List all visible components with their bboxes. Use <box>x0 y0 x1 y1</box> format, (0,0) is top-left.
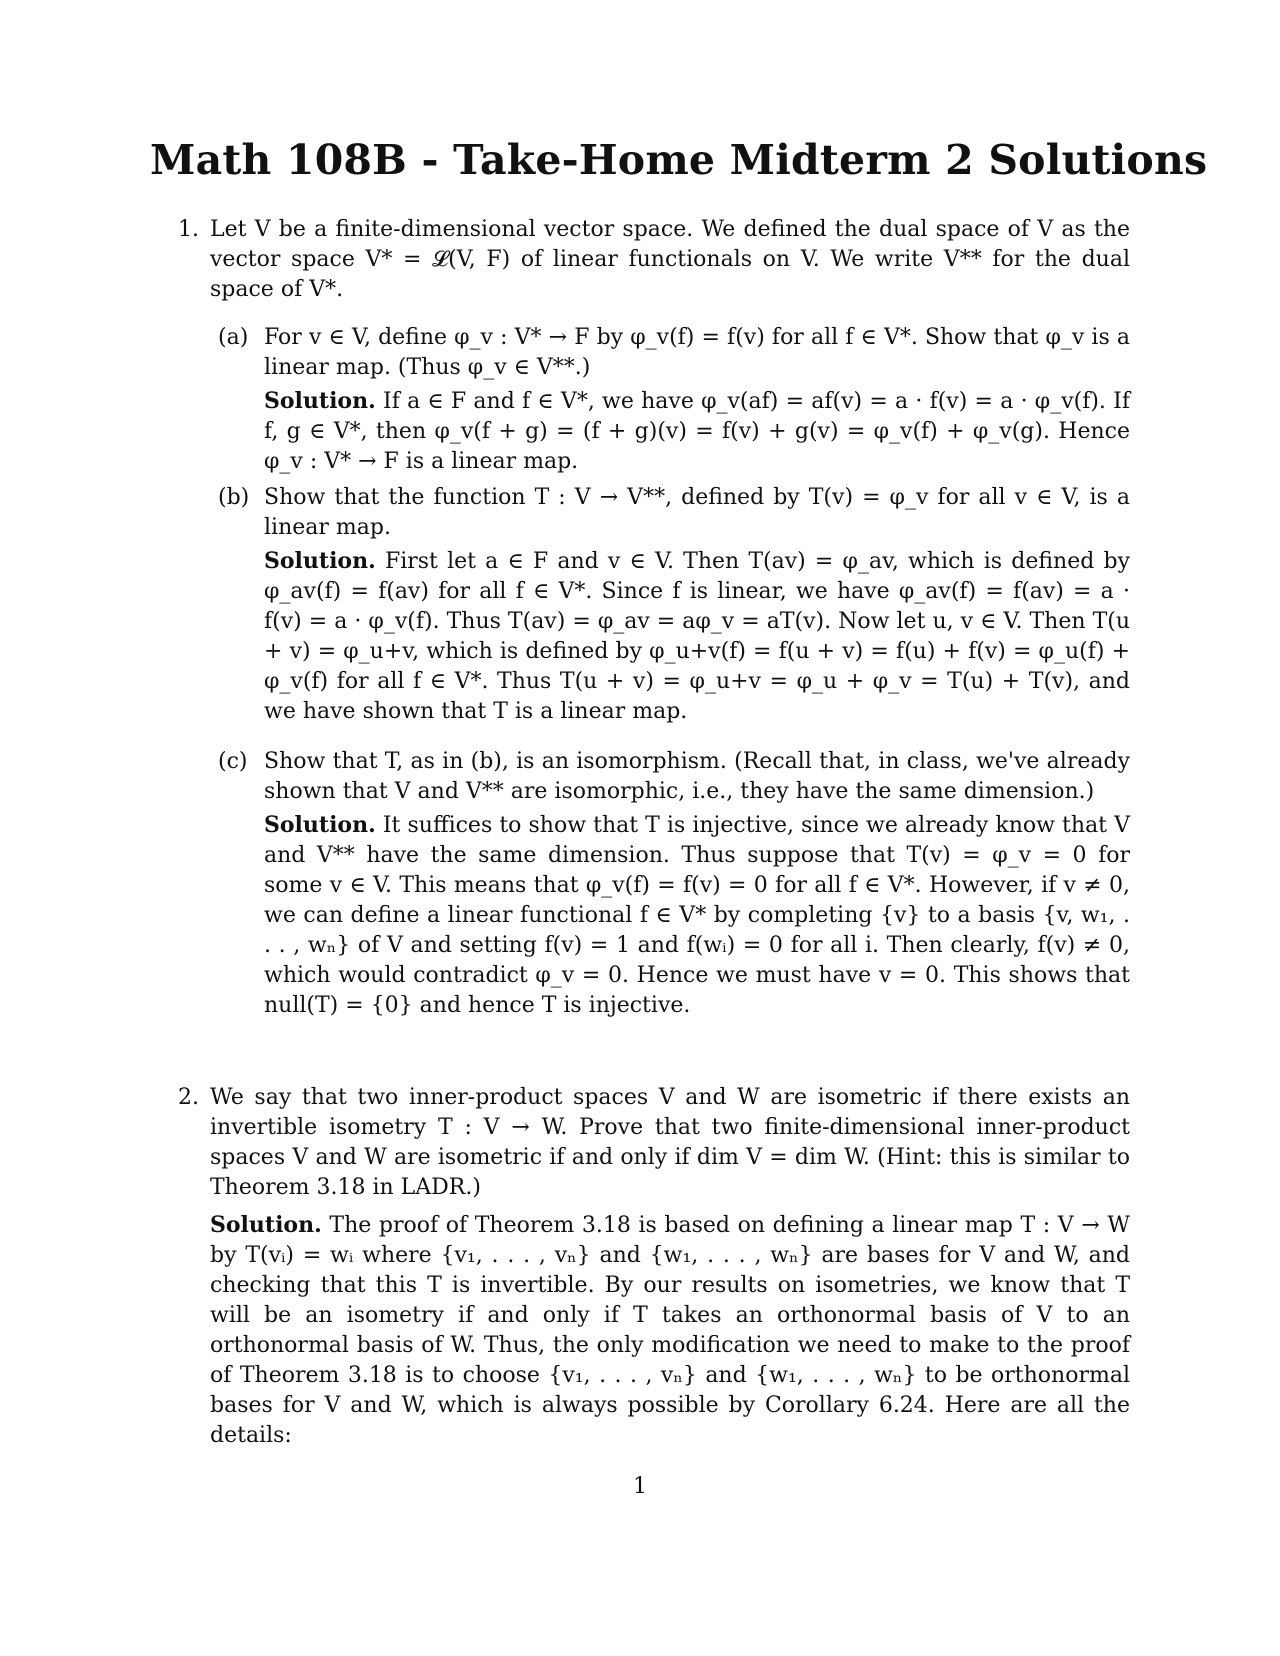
part-c-solution <box>264 810 1130 1021</box>
part-c-label: (c) <box>218 749 248 774</box>
document-title: Math 108B - Take-Home Midterm 2 Solutions <box>150 136 1208 184</box>
problem-2-solution <box>210 1210 1130 1451</box>
part-c-solution-text: It suffices to show that T is injective, since we already know that V and V** have the same dimension. Thus suppose that T(v) = φ_v = 0 for some v ∈ V. This means that φ_v(f) = f(v) = 0 for all f ∈ V*. However, if v ≠ 0, we can define a linear functional f ∈ V* by completing {v} to a basis {v, w₁, . . . , wₙ} of V and setting f(v) = 1 and f(wᵢ) = 0 for all i. Then clearly, f(v) ≠ 0, which would contradict φ_v = 0. Hence we must have v = 0. This shows that null(T) = {0} and hence T is injective. <box>264 813 1130 1018</box>
problem-1-number: 1. <box>178 217 199 242</box>
page-number: 1 <box>633 1474 647 1499</box>
problem-1-statement: Let V be a finite-dimensional vector space. We defined the dual space of V as the vector space V* = 𝓛(V, F) of linear functionals on V. We write V** for the dual space of V*. <box>210 217 1130 302</box>
part-a-solution <box>264 386 1130 477</box>
problem-2-number: 2. <box>178 1085 199 1110</box>
part-a-label: (a) <box>218 325 249 350</box>
part-b-solution-text: First let a ∈ F and v ∈ V. Then T(av) = φ_av, which is defined by φ_av(f) = f(av) for all f ∈ V*. Since f is linear, we have φ_av(f) = f(av) = a · f(v) = a · φ_v(f). Thus T(av) = φ_av = aφ_v = aT(v). Now let u, v ∈ V. Then T(u + v) = φ_u+v, which is defined by φ_u+v(f) = f(u + v) = f(u) + f(v) = φ_u(f) + φ_v(f) for all f ∈ V*. Thus T(u + v) = φ_u+v = φ_u + φ_v = T(u) + T(v), and we have shown that T is a linear map. <box>264 549 1130 724</box>
problem-2-solution-text: The proof of Theorem 3.18 is based on defining a linear map T : V → W by T(vᵢ) = wᵢ where {v₁, . . . , vₙ} and {w₁, . . . , wₙ} are bases for V and W, and checking that this T is invertible. By our results on isometries, we know that T will be an isometry if and only if T takes an orthonormal basis of V to an orthonormal basis of W. Thus, the only modification we need to make to the proof of Theorem 3.18 is to choose {v₁, . . . , vₙ} and {w₁, . . . , wₙ} to be orthonormal bases for V and W, which is always possible by Corollary 6.24. Here are all the details: <box>210 1213 1130 1448</box>
part-b-label: (b) <box>218 485 250 510</box>
part-b-solution <box>264 546 1130 727</box>
solution-heading: Solution. <box>264 548 376 574</box>
solution-heading: Solution. <box>210 1212 322 1238</box>
part-a-solution-text: If a ∈ F and f ∈ V*, we have φ_v(af) = af(v) = a · f(v) = a · φ_v(f). If f, g ∈ V*, then φ_v(f + g) = (f + g)(v) = f(v) + g(v) = φ_v(f) + φ_v(g). Hence φ_v : V* → F is a linear map. <box>264 389 1130 474</box>
problem-2-statement: We say that two inner-product spaces V and W are isometric if there exists an invertible isometry T : V → W. Prove that two finite-dimensional inner-product spaces V and W are isometric if and only if dim V = dim W. (Hint: this is similar to Theorem 3.18 in LADR.) <box>210 1085 1130 1200</box>
part-b-question: Show that the function T : V → V**, defined by T(v) = φ_v for all v ∈ V, is a linear map. <box>264 485 1130 540</box>
solution-heading: Solution. <box>264 388 376 414</box>
part-a-question: For v ∈ V, define φ_v : V* → F by φ_v(f) = f(v) for all f ∈ V*. Show that φ_v is a linear map. (Thus φ_v ∈ V**.) <box>264 325 1130 380</box>
part-c-question: Show that T, as in (b), is an isomorphism. (Recall that, in class, we've already shown that V and V** are isomorphic, i.e., they have the same dimension.) <box>264 749 1130 804</box>
solution-heading: Solution. <box>264 812 376 838</box>
